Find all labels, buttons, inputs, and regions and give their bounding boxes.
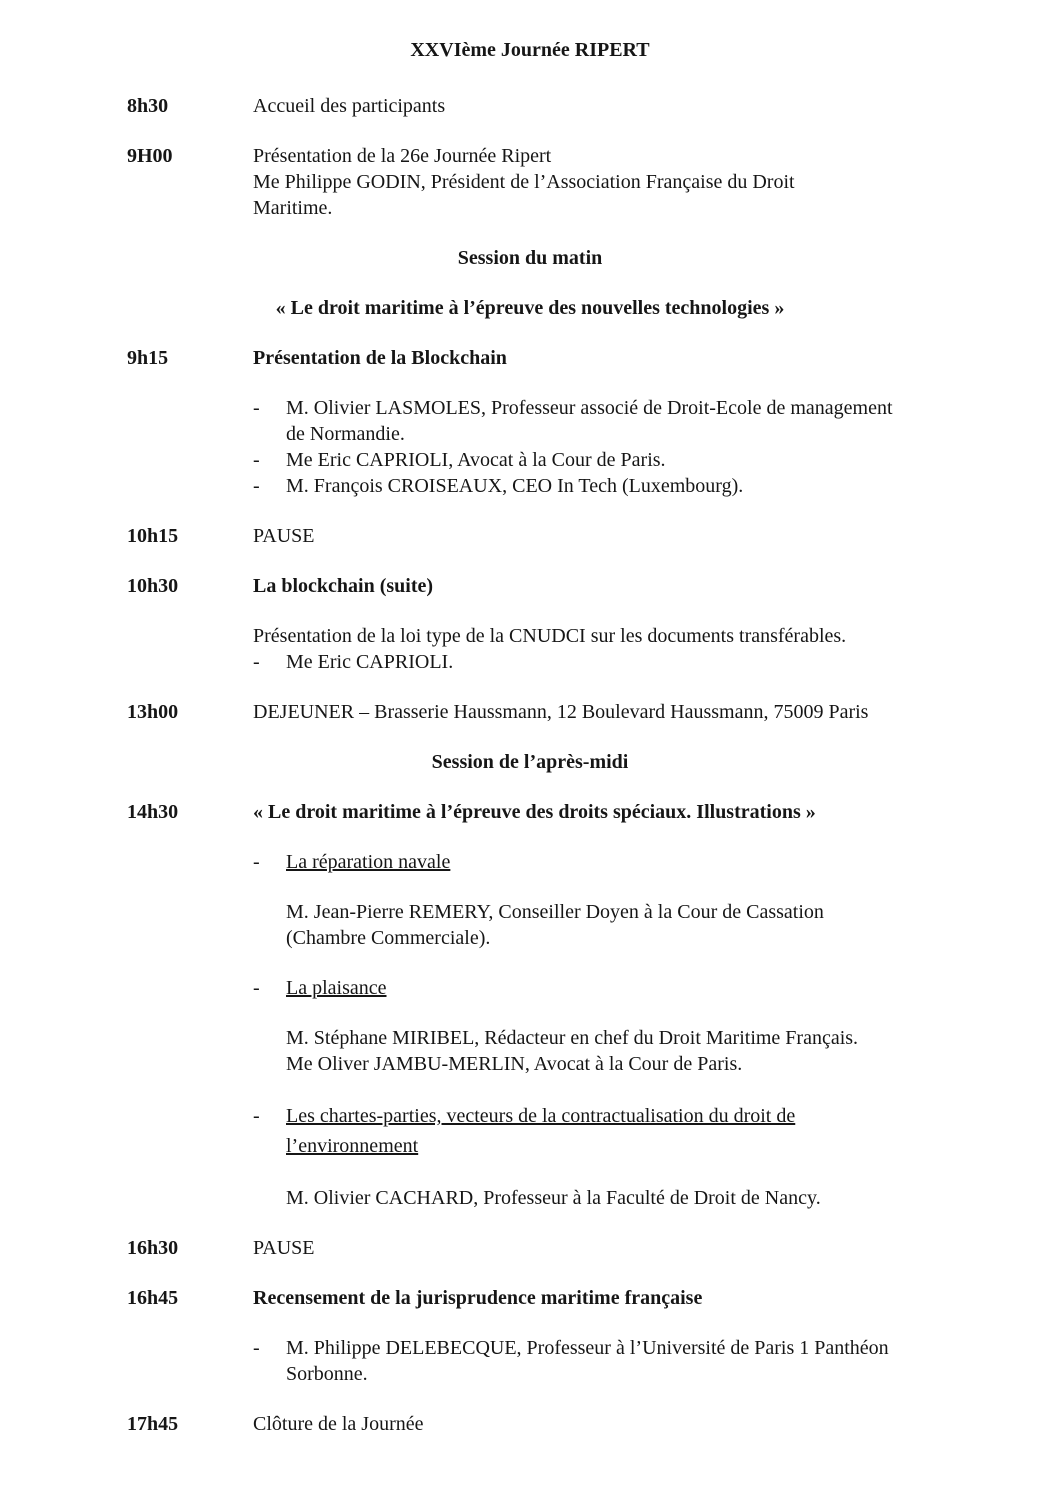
time-lunch: 13h00 (127, 701, 179, 723)
blockchain-title: Présentation de la Blockchain (253, 347, 507, 369)
opening-speaker-line2: Maritime. (253, 197, 333, 219)
pause-morning-text: PAUSE (253, 525, 315, 547)
agenda-row-blockchain-suite (127, 573, 1038, 599)
blockchain-speaker1-line2: de Normandie. (286, 423, 405, 445)
blockchain-speaker1-line1: M. Olivier LASMOLES, Professeur associé de Droit-Ecole de management (286, 397, 893, 419)
blockchain-speaker2: Me Eric CAPRIOLI, Avocat à la Cour de Paris. (286, 449, 666, 471)
bullet-dash: - (253, 977, 260, 999)
special-rights-title: « Le droit maritime à l’épreuve des droits spéciaux. Illustrations » (253, 801, 816, 823)
blockchain-suite-title: La blockchain (suite) (253, 575, 434, 597)
topic1-title: La réparation navale (286, 851, 451, 873)
closing-text: Clôture de la Journée (253, 1413, 424, 1435)
time-jurisprudence: 16h45 (127, 1287, 179, 1309)
afternoon-session-heading: Session de l’après-midi (431, 751, 629, 773)
time-closing: 17h45 (127, 1413, 179, 1435)
jurisprudence-speaker-line2: Sorbonne. (286, 1363, 368, 1385)
opening-speaker-line1: Me Philippe GODIN, Président de l’Association Française du Droit (253, 171, 795, 193)
topic3-speaker-block (286, 1185, 1038, 1211)
topic2-title: La plaisance (286, 977, 387, 999)
list-item (253, 975, 1038, 1001)
topic3-speaker: M. Olivier CACHARD, Professeur à la Faculté de Droit de Nancy. (286, 1187, 821, 1209)
topic1-speaker-line2: (Chambre Commerciale). (286, 927, 491, 949)
jurisprudence-title: Recensement de la jurisprudence maritime française (253, 1287, 703, 1309)
morning-session-theme: « Le droit maritime à l’épreuve des nouvelles technologies » (275, 297, 785, 319)
blockchain-speaker3: M. François CROISEAUX, CEO In Tech (Luxembourg). (286, 475, 744, 497)
topic1-speaker-block (286, 899, 1038, 951)
jurisprudence-speaker-line1: M. Philippe DELEBECQUE, Professeur à l’Université de Paris 1 Panthéon (286, 1337, 889, 1359)
agenda-row-lunch (127, 699, 1038, 725)
topic2-speaker-block (286, 1025, 1038, 1077)
bullet-dash: - (253, 1105, 260, 1127)
topic3-title-line1: Les chartes-parties, vecteurs de la contractualisation du droit de (286, 1105, 796, 1127)
opening-title: Présentation de la 26e Journée Ripert (253, 145, 552, 167)
agenda-row-jurisprudence (127, 1285, 1038, 1311)
agenda-row-opening (127, 143, 1038, 221)
bullet-dash: - (253, 475, 260, 497)
morning-session-heading: Session du matin (457, 247, 603, 269)
time-blockchain-suite: 10h30 (127, 575, 179, 597)
bullet-dash: - (253, 1337, 260, 1359)
topic2-speaker1: M. Stéphane MIRIBEL, Rédacteur en chef du Droit Maritime Français. (286, 1027, 859, 1049)
agenda-row-welcome (127, 93, 1038, 119)
topic3-block (253, 1101, 1038, 1161)
lunch-text: DEJEUNER – Brasserie Haussmann, 12 Boulevard Haussmann, 75009 Paris (253, 701, 869, 723)
topic1-speaker-line1: M. Jean-Pierre REMERY, Conseiller Doyen à la Cour de Cassation (286, 901, 824, 923)
list-item (253, 1335, 1038, 1387)
time-special-rights: 14h30 (127, 801, 179, 823)
agenda-row-pause-morning (127, 523, 1038, 549)
agenda-row-closing (127, 1411, 1038, 1437)
list-item (253, 1101, 1038, 1161)
time-pause-afternoon: 16h30 (127, 1237, 179, 1259)
topic2-block (253, 975, 1038, 1001)
topic2-speaker2: Me Oliver JAMBU-MERLIN, Avocat à la Cour de Paris. (286, 1053, 743, 1075)
topic1-block (253, 849, 1038, 875)
blockchain-suite-speaker: Me Eric CAPRIOLI. (286, 651, 454, 673)
list-item (253, 649, 1038, 675)
time-pause-morning: 10h15 (127, 525, 179, 547)
list-item (253, 849, 1038, 875)
agenda-row-blockchain (127, 345, 1038, 371)
time-blockchain: 9h15 (127, 347, 169, 369)
list-item (253, 395, 1038, 447)
list-item (253, 473, 1038, 499)
bullet-dash: - (253, 851, 260, 873)
bullet-dash: - (253, 449, 260, 471)
blockchain-suite-description: Présentation de la loi type de la CNUDCI sur les documents transférables. (253, 625, 847, 647)
pause-afternoon-text: PAUSE (253, 1237, 315, 1259)
bullet-dash: - (253, 397, 260, 419)
time-welcome: 8h30 (127, 95, 169, 117)
document-title: XXVIème Journée RIPERT (410, 39, 650, 61)
topic3-title-line2: l’environnement (286, 1135, 419, 1157)
welcome-text: Accueil des participants (253, 95, 446, 117)
blockchain-speakers-list (253, 395, 1038, 499)
blockchain-suite-detail (253, 623, 1038, 675)
list-item (253, 447, 1038, 473)
agenda-row-special-rights (127, 799, 1038, 825)
agenda-row-pause-afternoon (127, 1235, 1038, 1261)
bullet-dash: - (253, 651, 260, 673)
time-opening: 9H00 (127, 145, 173, 167)
jurisprudence-speaker-block (253, 1335, 1038, 1387)
